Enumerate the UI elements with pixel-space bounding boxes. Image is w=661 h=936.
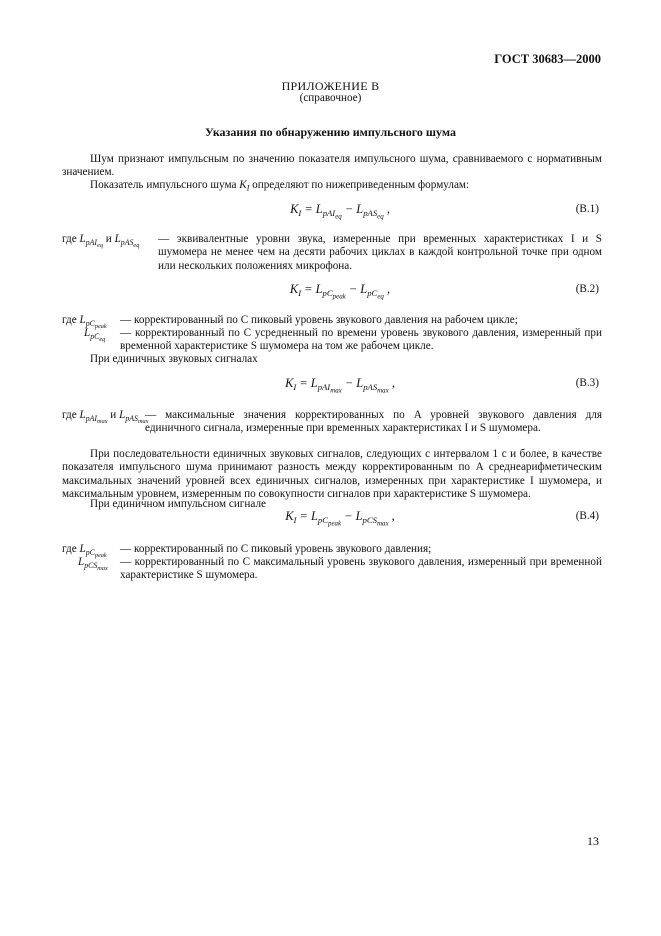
formula-b3: $K_I = L_{pAI_{max}} - L_{pAS_{max}}$ , [285,376,395,395]
definition-symbols-3: где $L_{pAI_{max}}$ и $L_{pAS_{max}}$ [62,409,149,425]
paragraph-2-end: определяют по нижеприведенным формулам: [249,179,470,191]
page-number: 13 [587,834,599,848]
paragraph-1: Шум признают импульсным по значению показателя импульсного шума, сравниваемого с нормативным значением. [62,153,602,179]
definition-4b: — корректированный по C максимальный уровень звукового давления, измеренный при временной характеристике S шумомера. [120,556,602,582]
paragraph-2-start: Показатель импульсного шума [90,179,240,191]
definition-3: — максимальные значения корректированных по A уровней звукового давления для единичного сигнала, измеренные при временных характеристиках I и S шумомера. [145,409,602,435]
equation-number-b4: (В.4) [575,510,599,522]
paragraph-3: При единичных звуковых сигналах [90,353,258,365]
definition-4a: — корректированный по C пиковый уровень звукового давления; [120,543,432,555]
formula-b2: $K_I = L_{pC_{peak}} - L_{pC_{eq}}$ , [289,282,391,301]
definition-symbols-2a: где $L_{pC_{peak}}$ [62,314,107,330]
appendix-title: ПРИЛОЖЕНИЕ В [281,79,380,93]
definition-symbol-4b: $L_{pCS_{max}}$ [78,556,108,572]
definition-1: — эквивалентные уровни звука, измеренные при временных характеристиках I и S шумомера не менее чем на десяти рабочих циклах в каждой контрольной точке при одном или нескольких положениях микрофона. [158,233,602,272]
definition-2b: — корректированный по C усредненный по времени уровень звукового давления, измеренный при временной характеристике S шумомера на том же рабочем цикле. [120,327,602,353]
equation-number-b2: (В.2) [575,283,599,295]
definition-symbols-4a: где $L_{pC_{peak}}$ [62,543,107,559]
ki-symbol: $K_I$ [239,179,250,193]
paragraph-2 [62,179,602,192]
paragraph-4: При последовательности единичных звуковых сигналов, следующих с интервалом 1 с и более, в качестве показателя импульсного шума принимают разность между корректированным по A среднеарифметическим максимальных значений уровней всех единичных сигналов, измеренных при характеристике I шумомера, и максимальным уровнем, измеренным по совокупности сигналов при характеристике S шумомера. [62,448,602,501]
definition-symbols-1: где $L_{pAI_{eq}}$ и $L_{pAS_{eq}}$ [62,233,140,249]
standard-header: ГОСТ 30683—2000 [494,52,601,66]
paragraph-5: При единичном импульсном сигнале [90,498,266,510]
definition-symbol-2b: $L_{pC_{eq}}$ [84,327,106,343]
equation-number-b3: (В.3) [575,377,599,389]
formula-b1: $K_I = L_{pAI_{eq}} - L_{pAS_{eq}}$ , [290,202,390,221]
appendix-subtitle: (справочное) [299,92,362,104]
formula-b4: $K_I = L_{pC_{peak}} - L_{pCS_{max}}$ , [285,509,395,528]
definition-2a: — корректированный по C пиковый уровень звукового давления на рабочем цикле; [120,314,518,326]
section-title: Указания по обнаружению импульсного шума [205,125,456,139]
equation-number-b1: (В.1) [575,203,599,215]
